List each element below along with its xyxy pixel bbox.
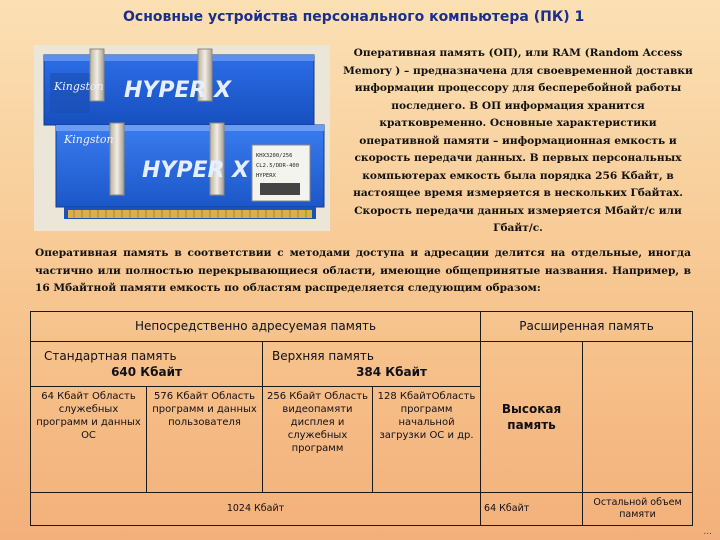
sticker-line-3: HYPERX: [256, 173, 276, 179]
ram-photo: [34, 45, 330, 231]
sticker-line-1: KHX3200/256: [256, 153, 293, 159]
gold-contacts: [68, 210, 312, 218]
header-extended-memory: Расширенная память: [481, 312, 693, 342]
area-user-cell: 576 Кбайт Область программ и данных пользователя: [147, 387, 263, 493]
standard-memory-size: 640 Кбайт: [111, 365, 182, 379]
footer-1024-cell: 1024 Кбайт: [31, 493, 481, 526]
upper-memory-size: 384 Кбайт: [356, 365, 427, 379]
ram-module-front: [56, 123, 324, 219]
ram-modules-image: [34, 45, 330, 231]
footer-rest-cell: Остальной объем памяти: [583, 493, 693, 526]
header-direct-memory: Непосредственно адресуемая память: [31, 312, 481, 342]
memory-areas-intro: Оперативная память в соответствии с методами доступа и адресации делится на отдельные, иногда частично или полностью перекрывающиеся области, имеющие общепринятые названия. Например, в 16 Мбайтной памяти емкость по областям распределяется следующим образом:: [35, 247, 691, 294]
area-system-cell: 64 Кбайт Область служебных программ и данных ОС: [31, 387, 147, 493]
extended-empty-cell: [583, 342, 693, 493]
upper-memory-label: Верхняя память: [272, 349, 374, 363]
standard-memory-cell: [31, 342, 263, 387]
sticker-line-2: CL2.5/DDR-400: [256, 163, 300, 169]
ram-module-back: [44, 49, 314, 125]
photo-brand-2: HYPER X: [124, 78, 232, 103]
memory-distribution-table: [30, 311, 693, 526]
photo-brand-1: Kingston: [54, 80, 104, 93]
ram-description: Оперативная память (ОП), или RAM (Random Access Memory ) – предназначена для своевременной доставки информации процессору для бесперебойной работы последнего. В ОП информация хранится кратковременно. Основные характеристики оперативной памяти – информационная емкость и скорость передачи данных. В первых персональных компьютерах емкость была порядка 256 Кбайт, в настоящее время измеряется в нескольких Гбайтах. Скорость передачи данных измеряется Мбайт/с или Гбайт/с.: [343, 47, 693, 234]
slide-title: Основные устройства персонального компьютера (ПК) 1: [123, 9, 585, 25]
upper-memory-cell: [263, 342, 481, 387]
photo-brand-3: Kingston: [64, 133, 114, 146]
area-boot-cell: 128 КбайтОбласть программ начальной загрузки ОС и др.: [373, 387, 481, 493]
slide-ellipsis: ...: [703, 527, 712, 537]
standard-memory-label: Стандартная память: [44, 349, 177, 363]
footer-64-cell: 64 Кбайт: [481, 493, 583, 526]
sticker-barcode: [260, 183, 300, 195]
high-memory-cell: Высокая память: [481, 342, 583, 493]
photo-brand-4: HYPER X: [142, 158, 250, 183]
area-video-cell: 256 Кбайт Область видеопамяти дисплея и служебных программ: [263, 387, 373, 493]
